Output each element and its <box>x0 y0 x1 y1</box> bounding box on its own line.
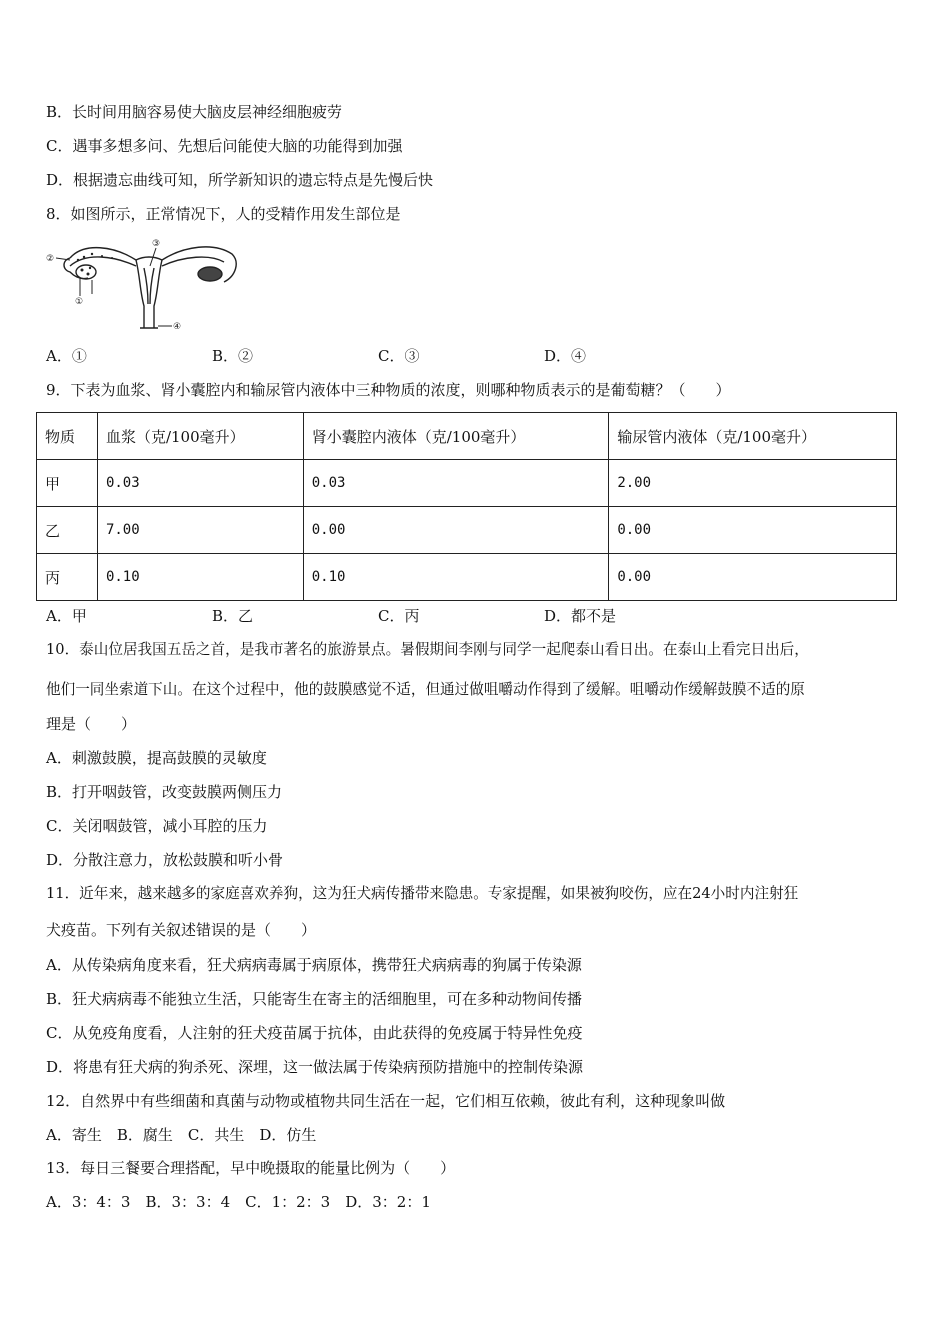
right-ovary <box>198 267 222 281</box>
q8-option-c: C．③ <box>378 347 420 365</box>
table-cell: 乙 <box>37 507 98 554</box>
left-fallopian-tube <box>70 248 136 260</box>
q11-option-a: A．从传染病角度来看，狂犬病病毒属于病原体，携带狂犬病病毒的狗属于传染源 <box>46 956 582 974</box>
table-cell: 0.10 <box>97 554 303 601</box>
table-cell: 7.00 <box>97 507 303 554</box>
q8-option-d: D．④ <box>544 347 587 365</box>
label-4: ④ <box>173 322 182 332</box>
q10-option-b: B．打开咽鼓管，改变鼓膜两侧压力 <box>46 783 283 801</box>
q7-option-c: C．遇事多想多问、先想后问能使大脑的功能得到加强 <box>46 137 403 155</box>
q12-stem: 12．自然界中有些细菌和真菌与动物或植物共同生活在一起，它们相互依赖，彼此有利，这种现象叫做 <box>46 1092 726 1110</box>
q9-option-b: B．乙 <box>212 607 254 625</box>
q13-options: A．3：4：3 B．3：3：4 C．1：2：3 D．3：2：1 <box>46 1193 431 1211</box>
q10-stem-line3: 理是（ ） <box>46 715 137 733</box>
q9-option-c: C．丙 <box>378 607 420 625</box>
table-header-cell: 血浆（克/100毫升） <box>97 413 303 460</box>
q7-option-d: D．根据遗忘曲线可知，所学新知识的遗忘特点是先慢后快 <box>46 171 434 189</box>
q11-stem-line2: 犬疫苗。下列有关叙述错误的是（ ） <box>46 921 317 939</box>
table-header-cell: 肾小囊腔内液体（克/100毫升） <box>303 413 609 460</box>
table-cell: 丙 <box>37 554 98 601</box>
left-ovary <box>76 265 96 279</box>
q8-stem: 8．如图所示，正常情况下，人的受精作用发生部位是 <box>46 205 401 223</box>
table-cell: 0.03 <box>303 460 609 507</box>
label-2: ② <box>46 254 55 264</box>
q7-option-b: B．长时间用脑容易使大脑皮层神经细胞疲劳 <box>46 103 343 121</box>
q11-stem-line1: 11．近年来，越来越多的家庭喜欢养狗，这为狂犬病传播带来隐患。专家提醒，如果被狗咬伤，应在24小时内注射狂 <box>46 885 799 902</box>
q11-option-b: B．狂犬病病毒不能独立生活，只能寄生在寄主的活细胞里，可在多种动物间传播 <box>46 990 583 1008</box>
table-cell: 2.00 <box>609 460 897 507</box>
table-cell: 0.10 <box>303 554 609 601</box>
q13-stem: 13．每日三餐要合理搭配，早中晚摄取的能量比例为（ ） <box>46 1159 456 1177</box>
table-cell: 0.00 <box>303 507 609 554</box>
concentration-table <box>36 412 897 601</box>
table-row <box>37 554 897 601</box>
q10-stem-line2: 他们一同坐索道下山。在这个过程中，他的鼓膜感觉不适，但通过做咀嚼动作得到了缓解。咀嚼动作缓解鼓膜不适的原 <box>46 681 805 698</box>
table-cell: 0.00 <box>609 554 897 601</box>
q10-option-c: C．关闭咽鼓管，减小耳腔的压力 <box>46 817 268 835</box>
table-cell: 0.03 <box>97 460 303 507</box>
table-cell: 甲 <box>37 460 98 507</box>
q10-option-a: A．刺激鼓膜，提高鼓膜的灵敏度 <box>46 749 267 767</box>
table-row <box>37 507 897 554</box>
q8-option-a: A．① <box>46 347 87 365</box>
q10-stem-line1: 10．泰山位居我国五岳之首，是我市著名的旅游景点。暑假期间李刚与同学一起爬泰山看日出。在泰山上看完日出后， <box>46 641 809 658</box>
table-row <box>37 460 897 507</box>
q9-stem: 9．下表为血浆、肾小囊腔内和输尿管内液体中三种物质的浓度，则哪种物质表示的是葡萄糖？（ ） <box>46 381 731 399</box>
q11-option-c: C．从免疫角度看，人注射的狂犬疫苗属于抗体，由此获得的免疫属于特异性免疫 <box>46 1024 583 1042</box>
table-header-cell: 输尿管内液体（克/100毫升） <box>609 413 897 460</box>
table-cell: 0.00 <box>609 507 897 554</box>
q12-options: A．寄生 B．腐生 C．共生 D．仿生 <box>46 1126 317 1144</box>
table-header-cell: 物质 <box>37 413 98 460</box>
q8-option-b: B．② <box>212 347 254 365</box>
reproductive-system-diagram <box>44 236 244 336</box>
q9-option-a: A．甲 <box>46 607 87 625</box>
q9-option-d: D．都不是 <box>544 607 617 625</box>
label-1: ① <box>75 297 84 307</box>
q10-option-d: D．分散注意力，放松鼓膜和听小骨 <box>46 851 284 869</box>
table-header-row <box>37 413 897 460</box>
label-3: ③ <box>152 239 161 249</box>
q11-option-d: D．将患有狂犬病的狗杀死、深埋，这一做法属于传染病预防措施中的控制传染源 <box>46 1058 584 1076</box>
uterus <box>136 260 144 328</box>
